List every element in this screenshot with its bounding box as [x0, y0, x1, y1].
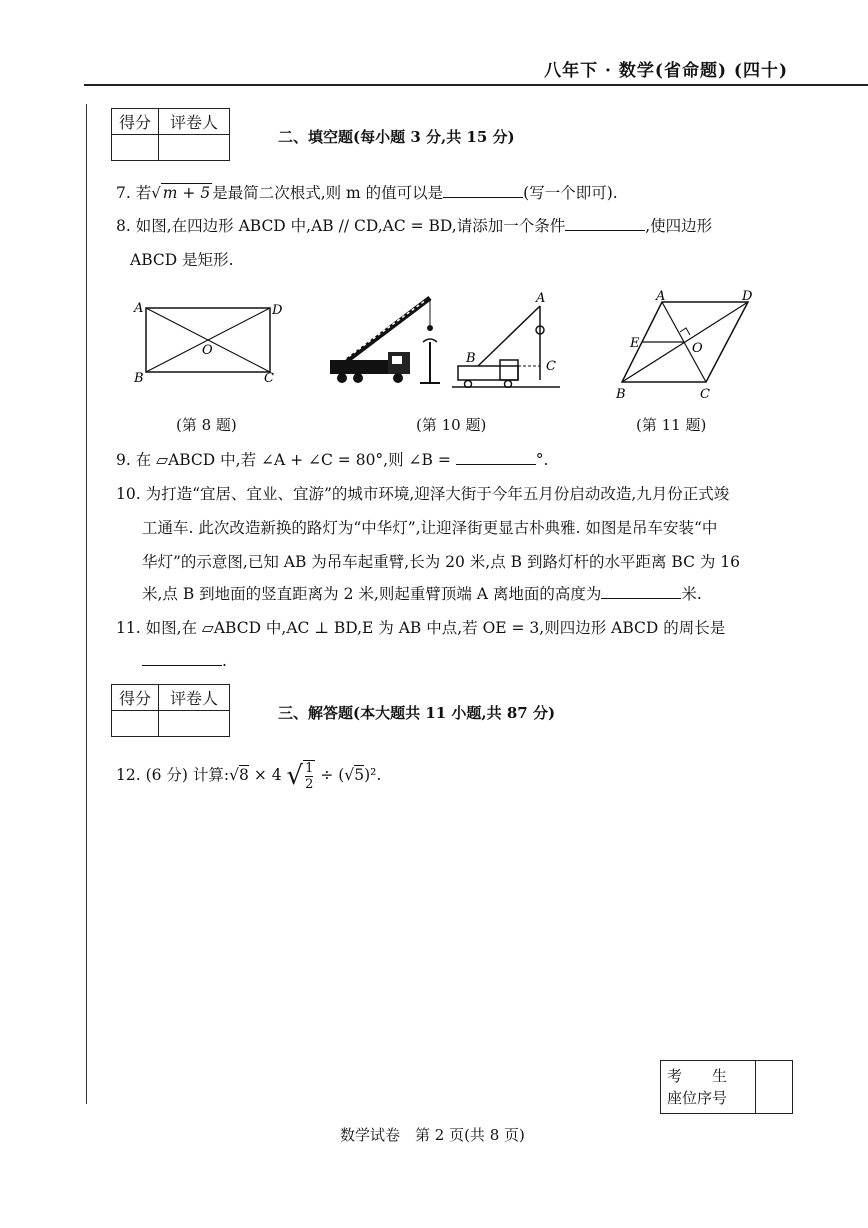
fig8-label-b: B: [134, 371, 144, 386]
diagonal-bd: [622, 302, 748, 382]
fig10-label-c: C: [546, 359, 556, 374]
fig11-label-e: E: [630, 336, 640, 351]
question-8-line2: ABCD 是矩形.: [130, 251, 234, 269]
question-9: [116, 448, 548, 472]
fig8-label-a: A: [134, 301, 144, 316]
q12-post: )².: [364, 766, 382, 784]
grader-label: 评卷人: [159, 685, 230, 711]
score-cell[interactable]: [112, 711, 159, 737]
question-7: 7. 若√ m + 5 是最简二次根式,则 m 的值可以是 (写一个即可).: [116, 184, 618, 202]
q7-text-post: 是最简二次根式,则 m 的值可以是: [212, 184, 444, 202]
q10-text-post: 米.: [681, 585, 702, 603]
crane-boom: [340, 298, 430, 366]
q12-text-pre: 12. (6 分) 计算:: [116, 766, 230, 784]
q12-fraction: [303, 760, 315, 792]
section3-title: 三、解答题(本大题共 11 小题,共 87 分): [278, 704, 556, 722]
q12-sqrt5: 5: [354, 766, 365, 784]
q12-frac-den: 2: [305, 777, 314, 792]
fig11-label-b: B: [616, 387, 626, 402]
grader-cell[interactable]: [159, 711, 230, 737]
fig10-caption: (第 10 题): [416, 416, 487, 434]
q7-text-tail: (写一个即可).: [523, 184, 618, 202]
q9-text-post: °.: [535, 451, 549, 469]
fig10-label-b: B: [466, 351, 476, 366]
q7-answer-blank[interactable]: [443, 183, 523, 198]
score-box-section3: [111, 684, 230, 737]
question-11-line1: 11. 如图,在 ▱ABCD 中,AC ⊥ BD,E 为 AB 中点,若 OE = 3,则四边形 ABCD 的周长是: [116, 619, 726, 637]
fig8-label-o: O: [202, 343, 213, 358]
page-footer: 数学试卷 第 2 页(共 8 页): [340, 1126, 525, 1144]
seat-number-cell[interactable]: [756, 1061, 793, 1114]
question-8-line1: [116, 214, 712, 238]
q12-frac-num: 1: [305, 761, 314, 776]
page-header: 八年下 · 数学(省命题) (四十): [544, 61, 788, 81]
fig11-caption: (第 11 题): [636, 416, 707, 434]
boom-ab: [478, 306, 540, 366]
question-10-line1: 10. 为打造“宜居、宜业、宜游”的城市环境,迎泽大街于今年五月份启动改造,九月份正式竣: [116, 485, 730, 503]
binding-margin-line: [86, 104, 87, 1104]
truck-outline: [458, 366, 518, 380]
q10-answer-blank[interactable]: [601, 584, 681, 599]
q8-answer-blank[interactable]: [565, 216, 645, 231]
q9-answer-blank[interactable]: [456, 450, 536, 465]
question-10-line2: 工通车. 此次改造新换的路灯为“中华灯”,让迎泽街更显古朴典雅. 如图是吊车安装“中: [142, 519, 718, 537]
question-10-line3: 华灯”的示意图,已知 AB 为吊车起重臂,长为 20 米,点 B 到路灯杆的水平距离 BC 为 16: [142, 553, 741, 571]
score-label: 得分: [112, 685, 159, 711]
fig11-label-a: A: [656, 290, 666, 304]
seat-number-box: [660, 1060, 793, 1114]
grader-cell[interactable]: [159, 135, 230, 161]
score-box-section2: [111, 108, 230, 161]
fig11-label-d: D: [742, 290, 753, 304]
seat-label-line1: 考 生: [667, 1067, 728, 1085]
q8-text-pre: 8. 如图,在四边形 ABCD 中,AB // CD,AC = BD,请添加一个条件: [116, 217, 566, 235]
score-label: 得分: [112, 109, 159, 135]
q7-radicand: m + 5: [162, 184, 211, 202]
seat-label-line2: 座位序号: [667, 1089, 728, 1107]
crane-truck-illustration: [326, 290, 446, 390]
figure-8-rectangle: [128, 294, 288, 394]
q12-times4: × 4: [253, 766, 282, 784]
question-12: 12. (6 分) 计算:√8 × 4 √ $\frac{1}{2}$ ÷ (√5)².: [116, 761, 382, 792]
q12-sqrt8: 8: [239, 766, 249, 784]
score-cell[interactable]: [112, 135, 159, 161]
fig11-label-c: C: [700, 387, 710, 402]
header-divider: [84, 84, 868, 86]
figure-10-crane-schematic: [450, 288, 570, 388]
q8-text-post: ,使四边形: [645, 217, 713, 235]
fig8-label-c: C: [264, 371, 274, 386]
question-11-line2: [142, 649, 227, 673]
fig11-label-o: O: [692, 341, 703, 356]
grader-label: 评卷人: [159, 109, 230, 135]
q11-answer-blank[interactable]: [142, 651, 222, 666]
seat-label: [661, 1061, 756, 1114]
fig8-caption: (第 8 题): [176, 416, 237, 434]
q9-text-pre: 9. 在 ▱ABCD 中,若 ∠A + ∠C = 80°,则 ∠B =: [116, 451, 451, 469]
section2-title: 二、填空题(每小题 3 分,共 15 分): [278, 128, 515, 146]
fig8-label-d: D: [272, 303, 283, 318]
fig10-label-a: A: [536, 291, 546, 306]
q7-text-pre: 7. 若: [116, 184, 152, 202]
q12-div: ÷ (: [320, 766, 345, 784]
q11-text-post: .: [222, 652, 227, 670]
q10-text-pre: 米,点 B 到地面的竖直距离为 2 米,则起重臂顶端 A 离地面的高度为: [142, 585, 602, 603]
question-10-line4: [142, 582, 702, 606]
figure-11-parallelogram: [612, 290, 762, 402]
